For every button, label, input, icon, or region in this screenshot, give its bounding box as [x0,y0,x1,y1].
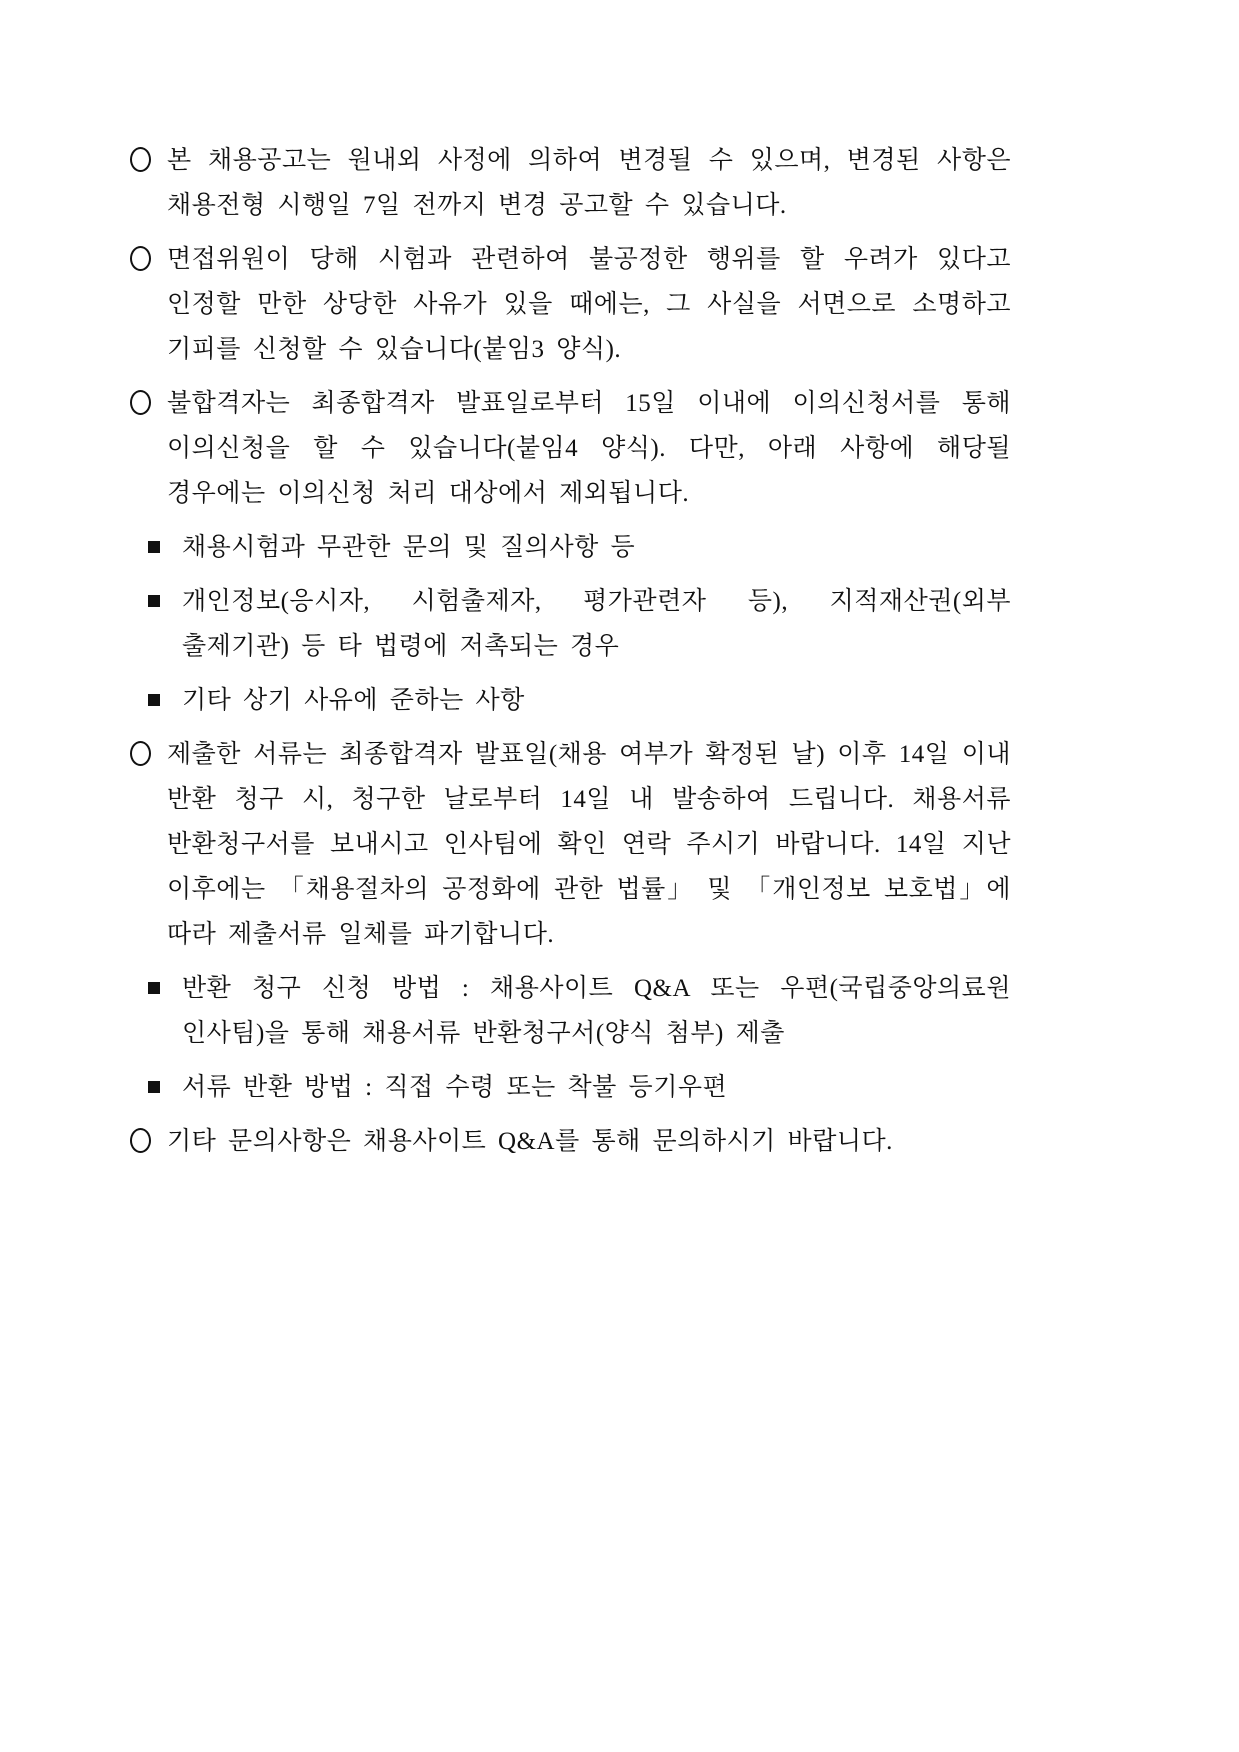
notice-subitem [130,525,1011,570]
bullet-marker-column [130,138,167,177]
notice-item-text: 기타 문의사항은 채용사이트 Q&A를 통해 문의하시기 바랍니다. [167,1128,893,1155]
square-bullet-icon [148,541,160,553]
notice-item [130,237,1011,372]
notice-item [130,381,1011,516]
notice-item-text: 제출한 서류는 최종합격자 발표일(채용 여부가 확정된 날) 이후 14일 이내 반환 청구 시, 청구한 날로부터 14일 내 발송하여 드립니다. 채용서류 반환청구서를 보내시고 인사팀에 확인 연락 주시기 바랍니다. 14일 지난 이후에는 「채용절차의 공정화에 관한 법률」 및 「개인정보 보호법」에 따라 제출서류 일체를 파기합니다. [167,741,1011,948]
notice-subitem-text: 기타 상기 사유에 준하는 사항 [182,687,525,714]
notice-subitem [130,678,1011,723]
circle-bullet-icon [130,147,151,172]
bullet-marker-column [148,579,182,612]
circle-bullet-icon [130,246,151,271]
notice-subitem [130,579,1011,669]
notice-item-text: 불합격자는 최종합격자 발표일로부터 15일 이내에 이의신청서를 통해 이의신청을 할 수 있습니다(붙임4 양식). 다만, 아래 사항에 해당될 경우에는 이의신청 처리 대상에서 제외됩니다. [167,390,1011,507]
notice-item [130,732,1011,957]
circle-bullet-icon [130,390,151,415]
square-bullet-icon [148,982,160,994]
circle-bullet-icon [130,1128,151,1153]
notice-subitem-text: 반환 청구 신청 방법 : 채용사이트 Q&A 또는 우편(국립중앙의료원 인사팀)을 통해 채용서류 반환청구서(양식 첨부) 제출 [182,975,1011,1047]
notice-subitem [130,1065,1011,1110]
notice-item-text: 면접위원이 당해 시험과 관련하여 불공정한 행위를 할 우려가 있다고 인정할 만한 상당한 사유가 있을 때에는, 그 사실을 서면으로 소명하고 기피를 신청할 수 있습니다(붙임3 양식). [167,246,1011,363]
bullet-marker-column [130,381,167,420]
notice-subitem-text: 채용시험과 무관한 문의 및 질의사항 등 [182,534,636,561]
notice-item [130,1119,1011,1164]
bullet-marker-column [130,237,167,276]
bullet-marker-column [148,678,182,711]
square-bullet-icon [148,694,160,706]
notice-item [130,138,1011,228]
square-bullet-icon [148,1081,160,1093]
notice-subitem-text: 개인정보(응시자, 시험출제자, 평가관련자 등), 지적재산권(외부 출제기관) 등 타 법령에 저촉되는 경우 [182,588,1011,660]
bullet-marker-column [148,525,182,558]
bullet-marker-column [130,732,167,771]
notice-item-text: 본 채용공고는 원내외 사정에 의하여 변경될 수 있으며, 변경된 사항은 채용전형 시행일 7일 전까지 변경 공고할 수 있습니다. [167,147,1011,219]
bullet-marker-column [130,1119,167,1158]
bullet-marker-column [148,966,182,999]
square-bullet-icon [148,595,160,607]
circle-bullet-icon [130,741,151,766]
notice-subitem-text: 서류 반환 방법 : 직접 수령 또는 착불 등기우편 [182,1074,728,1101]
notice-subitem [130,966,1011,1056]
bullet-marker-column [148,1065,182,1098]
